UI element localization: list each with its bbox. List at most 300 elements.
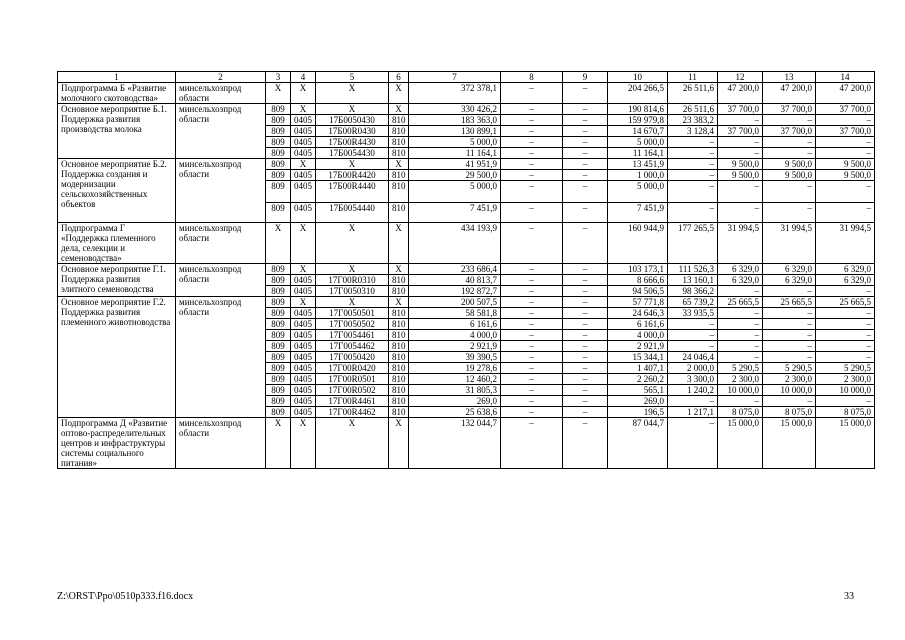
- table-cell: –: [816, 308, 875, 319]
- table-cell: X: [291, 83, 316, 104]
- table-cell: 132 044,7: [409, 418, 501, 469]
- table-cell: –: [563, 181, 608, 203]
- column-number: 13: [763, 72, 816, 83]
- table-cell: 1 240,2: [668, 385, 718, 396]
- table-cell: –: [563, 396, 608, 407]
- table-cell: 183 363,0: [409, 115, 501, 126]
- column-number: 6: [389, 72, 409, 83]
- program-name-cell: Основное мероприятие Г.1. Поддержка развития элитного семеноводства: [58, 264, 176, 297]
- table-cell: 809: [266, 170, 291, 181]
- table-cell: 94 506,5: [608, 286, 668, 297]
- table-cell: –: [563, 275, 608, 286]
- table-cell: –: [563, 308, 608, 319]
- table-cell: 6 329,0: [718, 275, 763, 286]
- table-cell: 809: [266, 115, 291, 126]
- table-cell: 2 000,0: [668, 363, 718, 374]
- column-number: 4: [291, 72, 316, 83]
- table-cell: 2 300,0: [718, 374, 763, 385]
- table-cell: 87 044,7: [608, 418, 668, 469]
- table-cell: –: [501, 170, 563, 181]
- table-cell: 809: [266, 275, 291, 286]
- table-cell: X: [291, 104, 316, 115]
- table-cell: 269,0: [409, 396, 501, 407]
- table-cell: –: [563, 407, 608, 418]
- table-cell: –: [763, 352, 816, 363]
- table-cell: X: [389, 159, 409, 170]
- table-cell: 809: [266, 330, 291, 341]
- table-cell: 17Г0050501: [316, 308, 389, 319]
- table-cell: –: [501, 374, 563, 385]
- table-cell: 31 994,5: [763, 223, 816, 264]
- table-cell: 810: [389, 385, 409, 396]
- table-cell: –: [501, 181, 563, 203]
- table-cell: –: [563, 223, 608, 264]
- program-name-cell: Основное мероприятие Г.2. Поддержка развития племенного животноводства: [58, 297, 176, 418]
- table-cell: –: [763, 308, 816, 319]
- executor-cell: минсельхозпрод области: [176, 297, 266, 418]
- table-cell: 37 700,0: [763, 104, 816, 115]
- table-cell: 17Г0054462: [316, 341, 389, 352]
- table-cell: 15 000,0: [718, 418, 763, 469]
- table-cell: –: [668, 148, 718, 159]
- table-cell: –: [501, 83, 563, 104]
- table-cell: 810: [389, 308, 409, 319]
- table-cell: 17Г00R0501: [316, 374, 389, 385]
- table-cell: –: [501, 275, 563, 286]
- table-cell: 809: [266, 374, 291, 385]
- program-name-cell: Основное мероприятие Б.2. Поддержка создания и модернизации сельскохозяйственных объектов: [58, 159, 176, 223]
- table-cell: –: [718, 352, 763, 363]
- table-cell: –: [501, 148, 563, 159]
- table-cell: 17Б0050430: [316, 115, 389, 126]
- executor-cell: минсельхозпрод области: [176, 418, 266, 469]
- table-cell: 17Г00R0502: [316, 385, 389, 396]
- table-cell: 37 700,0: [718, 104, 763, 115]
- table-cell: –: [816, 286, 875, 297]
- table-cell: 200 507,5: [409, 297, 501, 308]
- table-cell: –: [563, 341, 608, 352]
- table-cell: –: [816, 137, 875, 148]
- table-cell: 13 451,9: [608, 159, 668, 170]
- table-cell: 12 460,2: [409, 374, 501, 385]
- table-cell: 9 500,0: [816, 170, 875, 181]
- table-cell: 810: [389, 203, 409, 223]
- table-cell: 810: [389, 374, 409, 385]
- table-cell: 160 944,9: [608, 223, 668, 264]
- table-cell: 47 200,0: [816, 83, 875, 104]
- table-cell: 0405: [291, 137, 316, 148]
- table-cell: 0405: [291, 341, 316, 352]
- table-cell: –: [563, 115, 608, 126]
- table-cell: –: [501, 363, 563, 374]
- table-cell: –: [501, 286, 563, 297]
- table-cell: 6 329,0: [763, 275, 816, 286]
- table-cell: 31 994,5: [816, 223, 875, 264]
- executor-cell: минсельхозпрод области: [176, 223, 266, 264]
- table-cell: 809: [266, 203, 291, 223]
- table-cell: –: [718, 330, 763, 341]
- table-cell: 5 000,0: [608, 181, 668, 203]
- table-cell: 810: [389, 137, 409, 148]
- table-cell: 26 511,6: [668, 83, 718, 104]
- table-cell: –: [718, 341, 763, 352]
- table-cell: 810: [389, 126, 409, 137]
- table-cell: –: [501, 115, 563, 126]
- table-cell: –: [563, 83, 608, 104]
- table-cell: –: [816, 181, 875, 203]
- table-cell: 65 739,2: [668, 297, 718, 308]
- table-cell: 190 814,6: [608, 104, 668, 115]
- column-number: 9: [563, 72, 608, 83]
- column-number: 1: [58, 72, 176, 83]
- table-cell: 9 500,0: [816, 159, 875, 170]
- table-cell: 0405: [291, 308, 316, 319]
- table-cell: 130 899,1: [409, 126, 501, 137]
- table-cell: 9 500,0: [763, 159, 816, 170]
- table-cell: 17Г00R4461: [316, 396, 389, 407]
- table-cell: 39 390,5: [409, 352, 501, 363]
- table-cell: 10 000,0: [763, 385, 816, 396]
- table-cell: 11 164,1: [409, 148, 501, 159]
- column-number: 2: [176, 72, 266, 83]
- table-cell: 40 813,7: [409, 275, 501, 286]
- table-cell: 7 451,9: [608, 203, 668, 223]
- table-row: [58, 418, 875, 469]
- table-cell: –: [563, 319, 608, 330]
- table-cell: 17Г00R4462: [316, 407, 389, 418]
- table-cell: 810: [389, 115, 409, 126]
- table-cell: 17Б00R4420: [316, 170, 389, 181]
- table-cell: –: [563, 159, 608, 170]
- table-row: [58, 223, 875, 264]
- table-cell: 810: [389, 286, 409, 297]
- table-cell: 809: [266, 148, 291, 159]
- table-cell: –: [563, 264, 608, 275]
- table-cell: X: [266, 223, 291, 264]
- table-cell: 31 994,5: [718, 223, 763, 264]
- table-cell: 37 700,0: [763, 126, 816, 137]
- table-cell: 810: [389, 170, 409, 181]
- table-cell: 58 581,8: [409, 308, 501, 319]
- table-cell: –: [763, 319, 816, 330]
- table-cell: –: [563, 297, 608, 308]
- table-cell: 17Б00R4430: [316, 137, 389, 148]
- table-cell: 2 921,9: [409, 341, 501, 352]
- table-cell: –: [718, 181, 763, 203]
- table-cell: 810: [389, 363, 409, 374]
- table-cell: 9 500,0: [718, 159, 763, 170]
- table-cell: 9 500,0: [763, 170, 816, 181]
- table-cell: 103 173,1: [608, 264, 668, 275]
- table-cell: 17Г00R0310: [316, 275, 389, 286]
- table-cell: X: [266, 418, 291, 469]
- table-cell: –: [718, 396, 763, 407]
- table-cell: –: [501, 407, 563, 418]
- table-cell: 0405: [291, 363, 316, 374]
- table-cell: 5 000,0: [608, 137, 668, 148]
- table-cell: 0405: [291, 396, 316, 407]
- table-cell: 565,1: [608, 385, 668, 396]
- table-cell: 98 366,2: [668, 286, 718, 297]
- table-cell: 8 075,0: [763, 407, 816, 418]
- table-cell: 25 638,6: [409, 407, 501, 418]
- table-cell: X: [316, 83, 389, 104]
- table-cell: 7 451,9: [409, 203, 501, 223]
- table-cell: 24 046,4: [668, 352, 718, 363]
- table-cell: –: [816, 115, 875, 126]
- table-cell: –: [501, 330, 563, 341]
- table-cell: –: [718, 137, 763, 148]
- table-cell: 810: [389, 330, 409, 341]
- table-row: [58, 83, 875, 104]
- column-number: 8: [501, 72, 563, 83]
- table-cell: 809: [266, 104, 291, 115]
- table-cell: 809: [266, 181, 291, 203]
- table-cell: 13 160,1: [668, 275, 718, 286]
- table-cell: –: [563, 418, 608, 469]
- table-cell: –: [563, 170, 608, 181]
- table-cell: 0405: [291, 170, 316, 181]
- table-cell: X: [389, 264, 409, 275]
- table-cell: 810: [389, 352, 409, 363]
- program-name-cell: Основное мероприятие Б.1. Поддержка развития производства молока: [58, 104, 176, 159]
- table-cell: –: [501, 352, 563, 363]
- table-cell: 809: [266, 308, 291, 319]
- table-cell: 4 000,0: [409, 330, 501, 341]
- table-cell: –: [563, 137, 608, 148]
- table-cell: 809: [266, 297, 291, 308]
- table-cell: 159 979,8: [608, 115, 668, 126]
- table-cell: 6 161,6: [608, 319, 668, 330]
- table-cell: 809: [266, 286, 291, 297]
- table-cell: –: [563, 104, 608, 115]
- table-cell: –: [501, 159, 563, 170]
- table-cell: 809: [266, 159, 291, 170]
- table-cell: –: [501, 264, 563, 275]
- table-cell: 809: [266, 126, 291, 137]
- table-cell: 17Г0054461: [316, 330, 389, 341]
- table-cell: 15 000,0: [763, 418, 816, 469]
- table-cell: –: [763, 115, 816, 126]
- header-row: [58, 72, 875, 83]
- table-cell: 10 000,0: [816, 385, 875, 396]
- table-cell: 809: [266, 341, 291, 352]
- table-cell: 810: [389, 396, 409, 407]
- table-cell: 177 265,5: [668, 223, 718, 264]
- table-cell: 17Г0050502: [316, 319, 389, 330]
- table-cell: 19 278,6: [409, 363, 501, 374]
- table-cell: –: [501, 126, 563, 137]
- table-cell: –: [563, 286, 608, 297]
- table-cell: –: [501, 203, 563, 223]
- table-cell: –: [563, 330, 608, 341]
- table-cell: 2 260,2: [608, 374, 668, 385]
- program-name-cell: Подпрограмма Г «Поддержка племенного дела, селекции и семеноводства»: [58, 223, 176, 264]
- table-cell: –: [668, 341, 718, 352]
- table-cell: –: [816, 396, 875, 407]
- table-cell: 0405: [291, 319, 316, 330]
- table-cell: 1 000,0: [608, 170, 668, 181]
- table-cell: 17Г0050310: [316, 286, 389, 297]
- table-cell: X: [316, 104, 389, 115]
- table-cell: 809: [266, 319, 291, 330]
- table-cell: 17Б00R0430: [316, 126, 389, 137]
- table-cell: –: [763, 286, 816, 297]
- table-cell: X: [389, 418, 409, 469]
- table-cell: 33 935,5: [668, 308, 718, 319]
- table-cell: –: [563, 385, 608, 396]
- table-cell: X: [389, 297, 409, 308]
- table-cell: 204 266,5: [608, 83, 668, 104]
- table-cell: X: [316, 418, 389, 469]
- column-number: 5: [316, 72, 389, 83]
- table-cell: –: [501, 341, 563, 352]
- table-cell: 0405: [291, 286, 316, 297]
- table-cell: 9 500,0: [718, 170, 763, 181]
- table-row: [58, 297, 875, 308]
- table-cell: 11 164,1: [608, 148, 668, 159]
- table-cell: –: [763, 181, 816, 203]
- table-cell: –: [763, 137, 816, 148]
- table-cell: 5 290,5: [763, 363, 816, 374]
- table-cell: 41 951,9: [409, 159, 501, 170]
- table-cell: 0405: [291, 203, 316, 223]
- table-cell: 809: [266, 385, 291, 396]
- table-cell: 6 329,0: [763, 264, 816, 275]
- table-cell: –: [563, 148, 608, 159]
- table-cell: –: [563, 352, 608, 363]
- table-cell: –: [763, 341, 816, 352]
- table-cell: 0405: [291, 407, 316, 418]
- table-cell: –: [718, 115, 763, 126]
- table-cell: –: [718, 286, 763, 297]
- table-cell: 810: [389, 148, 409, 159]
- table-cell: –: [668, 418, 718, 469]
- table-cell: –: [501, 104, 563, 115]
- table-cell: 0405: [291, 275, 316, 286]
- table-cell: –: [668, 203, 718, 223]
- column-number: 12: [718, 72, 763, 83]
- executor-cell: минсельхозпрод области: [176, 264, 266, 297]
- table-cell: 47 200,0: [763, 83, 816, 104]
- table-cell: –: [668, 396, 718, 407]
- table-cell: –: [563, 363, 608, 374]
- table-cell: –: [501, 319, 563, 330]
- table-cell: 0405: [291, 115, 316, 126]
- program-name-cell: Подпрограмма Б «Развитие молочного скотоводства»: [58, 83, 176, 104]
- table-cell: 269,0: [608, 396, 668, 407]
- executor-cell: минсельхозпрод области: [176, 83, 266, 104]
- table-cell: 1 407,1: [608, 363, 668, 374]
- table-cell: 2 921,9: [608, 341, 668, 352]
- table-cell: 6 329,0: [816, 275, 875, 286]
- table-cell: –: [501, 223, 563, 264]
- table-cell: 37 700,0: [816, 126, 875, 137]
- table-cell: –: [501, 137, 563, 148]
- table-cell: 2 300,0: [763, 374, 816, 385]
- table-cell: 809: [266, 407, 291, 418]
- page-number: 33: [844, 591, 854, 602]
- table-cell: –: [501, 297, 563, 308]
- table-cell: 330 426,2: [409, 104, 501, 115]
- table-cell: 5 000,0: [409, 181, 501, 203]
- table-cell: 29 500,0: [409, 170, 501, 181]
- table-cell: 8 075,0: [816, 407, 875, 418]
- table-cell: 0405: [291, 126, 316, 137]
- executor-cell: минсельхозпрод области: [176, 159, 266, 223]
- table-cell: X: [316, 264, 389, 275]
- table-cell: 0405: [291, 181, 316, 203]
- table-cell: 5 290,5: [816, 363, 875, 374]
- table-cell: 809: [266, 363, 291, 374]
- table-cell: 3 128,4: [668, 126, 718, 137]
- table-cell: –: [668, 137, 718, 148]
- table-cell: 809: [266, 264, 291, 275]
- table-cell: –: [816, 203, 875, 223]
- table-cell: –: [501, 385, 563, 396]
- table-row: [58, 159, 875, 170]
- table-cell: 17Б0054430: [316, 148, 389, 159]
- table-cell: –: [718, 203, 763, 223]
- table-cell: 25 665,5: [763, 297, 816, 308]
- column-number: 10: [608, 72, 668, 83]
- table-cell: 5 290,5: [718, 363, 763, 374]
- table-cell: –: [763, 396, 816, 407]
- table-cell: –: [501, 396, 563, 407]
- table-cell: 434 193,9: [409, 223, 501, 264]
- table-cell: 31 805,3: [409, 385, 501, 396]
- table-cell: –: [763, 203, 816, 223]
- table-cell: –: [668, 319, 718, 330]
- table-cell: 17Б00R4440: [316, 181, 389, 203]
- table-cell: 17Г00R0420: [316, 363, 389, 374]
- table-cell: –: [668, 330, 718, 341]
- table-cell: 233 686,4: [409, 264, 501, 275]
- table-cell: 0405: [291, 330, 316, 341]
- table-cell: X: [291, 223, 316, 264]
- table-cell: 17Г0050420: [316, 352, 389, 363]
- table-cell: 25 665,5: [816, 297, 875, 308]
- table-cell: –: [501, 308, 563, 319]
- table-cell: 37 700,0: [816, 104, 875, 115]
- table-cell: –: [668, 159, 718, 170]
- table-cell: –: [718, 319, 763, 330]
- table-cell: 6 329,0: [718, 264, 763, 275]
- table-cell: 4 000,0: [608, 330, 668, 341]
- budget-table: [57, 71, 875, 469]
- table-cell: –: [668, 170, 718, 181]
- table-cell: –: [816, 148, 875, 159]
- table-cell: 192 872,7: [409, 286, 501, 297]
- table-cell: –: [816, 352, 875, 363]
- table-cell: 372 378,1: [409, 83, 501, 104]
- column-number: 11: [668, 72, 718, 83]
- column-number: 3: [266, 72, 291, 83]
- table-cell: –: [563, 203, 608, 223]
- table-cell: 810: [389, 407, 409, 418]
- table-cell: –: [718, 308, 763, 319]
- table-cell: 57 771,8: [608, 297, 668, 308]
- table-cell: –: [563, 126, 608, 137]
- table-cell: X: [316, 223, 389, 264]
- table-cell: –: [563, 374, 608, 385]
- table-cell: 111 526,3: [668, 264, 718, 275]
- table-cell: 810: [389, 275, 409, 286]
- program-name-cell: Подпрограмма Д «Развитие оптово-распределительных центров и инфраструктуры системы социального питания»: [58, 418, 176, 469]
- table-cell: X: [389, 223, 409, 264]
- table-cell: 10 000,0: [718, 385, 763, 396]
- table-cell: 24 646,3: [608, 308, 668, 319]
